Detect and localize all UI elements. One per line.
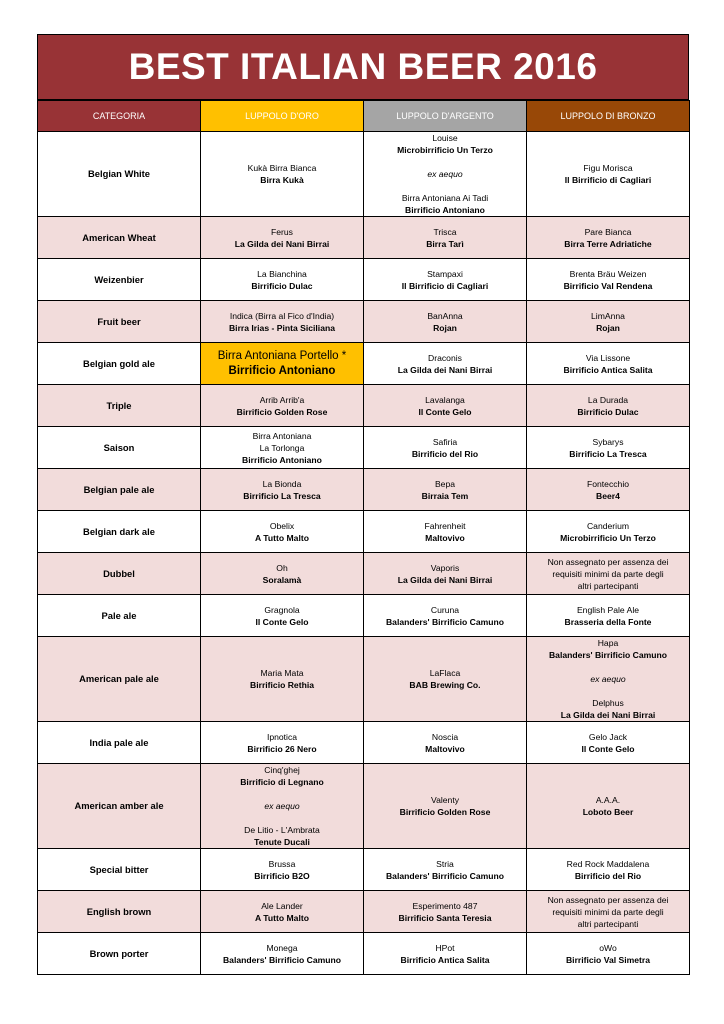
beer-name: Valenty	[430, 795, 460, 805]
brewery-name: Maltovivo	[425, 532, 465, 543]
beer-name: Ipnotica	[266, 731, 298, 742]
brewery-name: Birrificio Antica Salita	[400, 954, 490, 965]
beer-name: English Pale Ale	[576, 604, 640, 615]
beer-name: Draconis	[428, 352, 462, 363]
beer-name: Oh	[276, 562, 288, 573]
award-cell-bronzo	[527, 637, 690, 722]
beer-name: LaFlaca	[429, 668, 461, 678]
award-cell-bronzo	[527, 849, 690, 891]
table-row	[38, 637, 690, 722]
header-categoria: CATEGORIA	[38, 101, 201, 132]
table-row	[38, 217, 690, 259]
beer-name: Birra Antoniana	[252, 430, 312, 441]
award-cell-argento	[364, 553, 527, 595]
beer-name: Ferus	[271, 226, 293, 237]
award-cell-argento	[364, 469, 527, 511]
note-text: requisiti minimi da parte degli	[552, 906, 664, 917]
table-row	[38, 132, 690, 217]
award-cell-bronzo	[527, 722, 690, 764]
table-row	[38, 933, 690, 975]
spacer	[368, 156, 522, 168]
brewery-name: Balanders' Birrificio Camuno	[385, 870, 505, 881]
table-row	[38, 301, 690, 343]
brewery-name: Balanders' Birrificio Camuno	[385, 616, 505, 627]
spacer	[205, 812, 359, 824]
note-text: altri partecipanti	[577, 918, 639, 929]
beer-name: La Torlonga	[259, 442, 305, 453]
brewery-name: A Tutto Malto	[255, 912, 309, 923]
award-cell-argento	[364, 891, 527, 933]
beer-name: Canderium	[586, 520, 630, 531]
award-cell-bronzo	[527, 427, 690, 469]
award-cell-oro	[201, 637, 364, 722]
beer-name: Lavalanga	[425, 394, 465, 405]
brewery-name: Birrificio Val Simetra	[565, 954, 651, 965]
brewery-name: Tenute Ducali	[254, 837, 310, 847]
note-text: Non assegnato per assenza dei	[547, 556, 669, 567]
brewery-name: Rojan	[433, 322, 457, 333]
award-cell-bronzo	[527, 217, 690, 259]
category-cell: American amber ale	[38, 764, 201, 849]
beer-name: Noscia	[431, 731, 459, 742]
category-cell: Brown porter	[38, 933, 201, 975]
award-cell-bronzo	[527, 764, 690, 849]
award-cell-oro	[201, 427, 364, 469]
table-row	[38, 259, 690, 301]
brewery-name: Birrificio Antoniano	[242, 454, 322, 465]
beer-name: Sybarys	[592, 436, 624, 447]
award-cell-argento	[364, 301, 527, 343]
table-row	[38, 553, 690, 595]
table-row	[38, 849, 690, 891]
beer-name: Gragnola	[264, 604, 300, 615]
beer-name: Figu Morisca	[583, 163, 633, 173]
beer-name: Kukà Birra Bianca	[247, 163, 317, 173]
beer-name: Gelo Jack	[588, 731, 628, 742]
beer-name: Brussa	[268, 858, 296, 869]
brewery-name: BAB Brewing Co.	[409, 680, 481, 690]
award-cell-argento	[364, 259, 527, 301]
beer-name: Obelix	[269, 520, 295, 531]
beer-name: A.A.A.	[595, 795, 621, 805]
beer-name: De Litio - L'Ambrata	[244, 825, 320, 835]
award-cell-bronzo	[527, 385, 690, 427]
award-cell-bronzo	[527, 553, 690, 595]
beer-name: Stria	[436, 858, 454, 869]
page-title: BEST ITALIAN BEER 2016	[128, 46, 598, 87]
award-cell-bronzo	[527, 259, 690, 301]
beer-name: Safiria	[432, 436, 458, 447]
brewery-name: Birra Kukà	[260, 175, 304, 185]
brewery-name: Birra Irias - Pinta Siciliana	[228, 322, 336, 333]
brewery-name: Il Birrificio di Cagliari	[564, 175, 652, 185]
beer-name: Monega	[266, 942, 298, 953]
beer-name: Via Lissone	[585, 352, 631, 363]
beer-name: Stampaxi	[427, 268, 463, 279]
brewery-name: Birrificio La Tresca	[243, 490, 321, 501]
category-cell: Fruit beer	[38, 301, 201, 343]
brewery-name: A Tutto Malto	[255, 532, 309, 543]
table-row	[38, 764, 690, 849]
beer-name: Birra Antoniana Ai Tadi	[401, 193, 489, 203]
category-cell: Triple	[38, 385, 201, 427]
brewery-name: Birrificio Antoniano	[228, 364, 336, 377]
award-cell-bronzo	[527, 132, 690, 217]
brewery-name: Balanders' Birrificio Camuno	[548, 650, 668, 660]
spacer	[531, 661, 685, 673]
brewery-name: Soralamà	[262, 574, 302, 585]
spacer	[531, 685, 685, 697]
award-cell-argento	[364, 764, 527, 849]
award-cell-bronzo	[527, 595, 690, 637]
award-cell-oro	[201, 469, 364, 511]
title-banner	[37, 34, 689, 100]
beer-name: BanAnna	[427, 310, 463, 321]
award-cell-argento	[364, 933, 527, 975]
note-text: Non assegnato per assenza dei	[547, 894, 669, 905]
award-cell-oro	[201, 933, 364, 975]
award-cell-oro	[201, 891, 364, 933]
award-cell-argento	[364, 595, 527, 637]
brewery-name: Birraia Tem	[421, 490, 469, 501]
brewery-name: Birrificio Golden Rose	[236, 406, 328, 417]
beer-name: Esperimento 487	[412, 900, 478, 911]
award-cell-oro	[201, 217, 364, 259]
beer-name: Brenta Bräu Weizen	[569, 268, 647, 279]
header-luppolo-oro: LUPPOLO D'ORO	[201, 101, 364, 132]
beer-name: Birra Antoniana Portello *	[217, 349, 347, 362]
award-cell-bronzo	[527, 511, 690, 553]
brewery-name: Birra Tarì	[426, 238, 464, 249]
award-cell-oro	[201, 259, 364, 301]
beer-name: Delphus	[592, 698, 624, 708]
table-row	[38, 595, 690, 637]
beer-name: oWo	[599, 942, 617, 953]
award-cell-argento	[364, 637, 527, 722]
brewery-name: Il Birrificio di Cagliari	[401, 280, 489, 291]
awards-table	[37, 100, 690, 975]
header-luppolo-bronzo: LUPPOLO DI BRONZO	[527, 101, 690, 132]
award-cell-bronzo	[527, 343, 690, 385]
category-cell: Belgian pale ale	[38, 469, 201, 511]
note-text: altri partecipanti	[577, 580, 639, 591]
brewery-name: Brasseria della Fonte	[564, 616, 652, 627]
table-row	[38, 469, 690, 511]
brewery-name: Birrificio Santa Teresia	[398, 912, 492, 923]
category-cell: India pale ale	[38, 722, 201, 764]
brewery-name: Beer4	[596, 490, 620, 501]
brewery-name: Birra Terre Adriatiche	[564, 238, 652, 249]
beer-name: Cinq'ghej	[264, 765, 300, 775]
beer-name: Ale Lander	[261, 900, 303, 911]
beer-name: Curuna	[430, 604, 460, 615]
award-cell-oro	[201, 849, 364, 891]
award-cell-oro	[201, 343, 364, 385]
brewery-name: Birrificio di Legnano	[240, 777, 324, 787]
beer-name: Fontecchio	[586, 478, 630, 489]
award-cell-oro	[201, 553, 364, 595]
award-cell-argento	[364, 132, 527, 217]
award-cell-argento	[364, 511, 527, 553]
award-cell-argento	[364, 385, 527, 427]
brewery-name: Birrificio B2O	[254, 870, 310, 881]
brewery-name: Birrificio del Rio	[411, 448, 479, 459]
beer-name: Red Rock Maddalena	[566, 858, 650, 869]
beer-name: Louise	[432, 133, 458, 143]
beer-name: HPot	[435, 942, 455, 953]
brewery-name: Rojan	[596, 322, 620, 333]
header-row	[38, 101, 690, 132]
beer-name: Hapa	[597, 638, 619, 648]
brewery-name: La Gilda dei Nani Birrai	[234, 238, 330, 249]
category-cell: Special bitter	[38, 849, 201, 891]
award-cell-oro	[201, 511, 364, 553]
brewery-name: Microbirrificio Un Terzo	[560, 532, 656, 543]
header-luppolo-argento: LUPPOLO D'ARGENTO	[364, 101, 527, 132]
brewery-name: La Gilda dei Nani Birrai	[397, 364, 493, 375]
category-cell: Belgian dark ale	[38, 511, 201, 553]
category-cell: Weizenbier	[38, 259, 201, 301]
brewery-name: Birrificio Antoniano	[405, 205, 485, 215]
beer-name: La Durada	[587, 394, 629, 405]
award-cell-bronzo	[527, 891, 690, 933]
category-cell: Pale ale	[38, 595, 201, 637]
beer-name: Arrib Arrib'a	[259, 394, 305, 405]
awards-sheet	[37, 34, 689, 975]
spacer	[368, 180, 522, 192]
beer-name: Trisca	[433, 226, 457, 237]
beer-name: Pare Bianca	[584, 226, 632, 237]
ex-aequo-label: ex aequo	[427, 169, 463, 179]
brewery-name: Maltovivo	[425, 743, 465, 754]
brewery-name: Birrificio Dulac	[251, 280, 313, 291]
table-row	[38, 891, 690, 933]
table-row	[38, 511, 690, 553]
beer-name: La Bionda	[262, 478, 302, 489]
award-cell-argento	[364, 343, 527, 385]
table-row	[38, 385, 690, 427]
award-cell-argento	[364, 849, 527, 891]
brewery-name: Birrificio 26 Nero	[247, 743, 317, 754]
award-cell-oro	[201, 132, 364, 217]
note-text: requisiti minimi da parte degli	[552, 568, 664, 579]
spacer	[205, 788, 359, 800]
category-cell: Dubbel	[38, 553, 201, 595]
beer-name: Maria Mata	[260, 668, 304, 678]
beer-name: Bepa	[434, 478, 456, 489]
beer-name: Vaporis	[430, 562, 460, 573]
category-cell: Belgian gold ale	[38, 343, 201, 385]
award-cell-oro	[201, 385, 364, 427]
ex-aequo-label: ex aequo	[590, 674, 626, 684]
award-cell-argento	[364, 427, 527, 469]
category-cell: English brown	[38, 891, 201, 933]
brewery-name: Birrificio del Rio	[574, 870, 642, 881]
category-cell: Belgian White	[38, 132, 201, 217]
table-row	[38, 722, 690, 764]
beer-name: LimAnna	[591, 310, 625, 321]
beer-name: La Bianchina	[257, 268, 307, 279]
brewery-name: Loboto Beer	[582, 807, 634, 817]
table-row	[38, 427, 690, 469]
award-cell-bronzo	[527, 469, 690, 511]
category-cell: Saison	[38, 427, 201, 469]
beer-name: Indica (Birra al Fico d'India)	[229, 310, 335, 321]
category-cell: American Wheat	[38, 217, 201, 259]
award-cell-oro	[201, 595, 364, 637]
award-cell-oro	[201, 764, 364, 849]
brewery-name: Birrificio La Tresca	[569, 448, 647, 459]
award-cell-bronzo	[527, 933, 690, 975]
brewery-name: Il Conte Gelo	[255, 616, 309, 627]
award-cell-oro	[201, 301, 364, 343]
table-row	[38, 343, 690, 385]
award-cell-argento	[364, 217, 527, 259]
brewery-name: Microbirrificio Un Terzo	[397, 145, 493, 155]
brewery-name: La Gilda dei Nani Birrai	[560, 710, 656, 720]
award-cell-argento	[364, 722, 527, 764]
brewery-name: Balanders' Birrificio Camuno	[222, 954, 342, 965]
ex-aequo-label: ex aequo	[264, 801, 300, 811]
brewery-name: Birrificio Rethia	[250, 680, 314, 690]
brewery-name: Il Conte Gelo	[418, 406, 472, 417]
brewery-name: Birrificio Val Rendena	[563, 280, 653, 291]
brewery-name: Birrificio Golden Rose	[399, 807, 491, 817]
brewery-name: Birrificio Antica Salita	[563, 364, 653, 375]
category-cell: American pale ale	[38, 637, 201, 722]
award-cell-bronzo	[527, 301, 690, 343]
brewery-name: La Gilda dei Nani Birrai	[397, 574, 493, 585]
brewery-name: Birrificio Dulac	[577, 406, 639, 417]
beer-name: Fahrenheit	[424, 520, 466, 531]
brewery-name: Il Conte Gelo	[581, 743, 635, 754]
award-cell-oro	[201, 722, 364, 764]
